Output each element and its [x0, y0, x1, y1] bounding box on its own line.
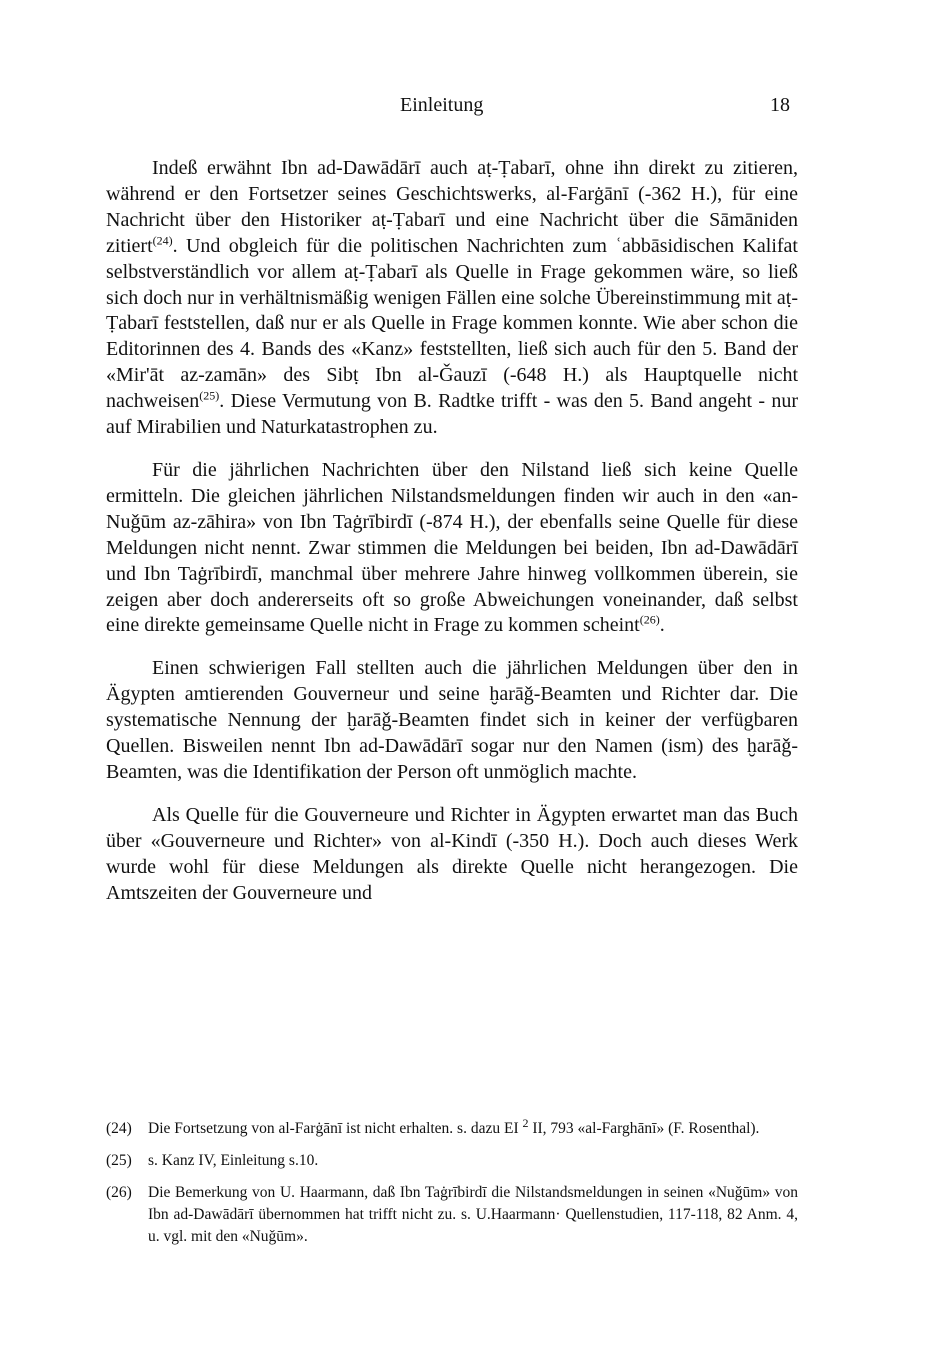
paragraph-1 — [106, 156, 798, 441]
footnote-ref-26: (26) — [639, 612, 660, 627]
footnote-24 — [106, 1115, 798, 1140]
footnote-marker: (26) — [106, 1184, 132, 1201]
footnote-ref-25: (25) — [199, 388, 220, 403]
paragraph-3: Einen schwierigen Fall stellten auch die jährlichen Meldungen über den in Ägypten amtierenden Gouverneur und seine ḫarāǧ-Beamten und Richter dar. Die systematische Nennung der ḫarāǧ-Beamten findet sich in keiner der verfügbaren Quellen. Bisweilen nennt Ibn ad-Dawādārī sogar nur den Namen (ism) des ḫarāǧ-Beamten, was die Identifikation der Person oft unmöglich machte. — [106, 657, 798, 783]
footnote-26 — [106, 1182, 798, 1248]
running-header — [0, 94, 944, 122]
paragraph-1-text-b: . Und obgleich für die politischen Nachrichten zum ʿabbāsidischen Kalifat selbstverständlich vor allem aṭ-Ṭabarī als Quelle in Frage gekommen wäre, so ließ sich doch nur in verhältnismäßig wenigen Fällen eine solche Übereinstimmung mit aṭ-Ṭabarī feststellen, daß nur er als Quelle in Frage kommen konnte. Wie aber schon die Editorinnen des 4. Bands des «Kanz» feststellten, ließ sich auch für den 5. Band der «Mir'āt az-zamān» des Sibṭ Ibn al-Ǧauzī (-648 H.) als Hauptquelle nicht nachweisen — [106, 234, 798, 413]
paragraph-2-text-a: Für die jährlichen Nachrichten über den Nilstand ließ sich keine Quelle ermitteln. Die gleichen jährlichen Nilstandsmeldungen finden wir auch in den «an-Nuǧūm az-zāhira» von Ibn Taġrībirdī (-874 H.), der ebenfalls seine Quelle für diese Meldungen nicht nennt. Zwar stimmen die Meldungen bei beiden, Ibn ad-Dawādārī und Ibn Taġrībirdī, manchmal über mehrere Jahre hinweg vollkommen überein, sie zeigen aber doch andererseits oft so große Abweichungen voneinander, daß selbst eine direkte gemeinsame Quelle nicht in Frage zu kommen scheint — [106, 458, 798, 637]
footnote-text: Die Bemerkung von U. Haarmann, daß Ibn Taġrībirdī die Nilstandsmeldungen in seinen «Nuǧūm» von Ibn ad-Dawādārī übernommen hat trifft nicht zu. s. U.Haarmann· Quellenstudien, 117-118, 82 Anm. 4, u. vgl. mit den «Nuǧūm». — [148, 1184, 798, 1245]
footnote-ref-24: (24) — [152, 233, 173, 248]
paragraph-1-text-a: Indeß erwähnt Ibn ad-Dawādārī auch aṭ-Ṭabarī, ohne ihn direkt zu zitieren, während er den Fortsetzer seines Geschichtswerks, al-Farġānī (-362 H.), für eine Nachricht über den Historiker aṭ-Ṭabarī und eine Nachricht über die Sāmāniden zitiert — [106, 157, 798, 257]
footnotes — [106, 1115, 798, 1258]
footnote-text-a: Die Fortsetzung von al-Farġānī ist nicht erhalten. s. dazu EI — [148, 1120, 523, 1137]
footnote-marker: (25) — [106, 1152, 132, 1169]
footnote-text: s. Kanz IV, Einleitung s.10. — [148, 1152, 319, 1169]
paragraph-2 — [106, 458, 798, 639]
body-text — [106, 156, 798, 923]
paragraph-2-text-b: . — [659, 614, 665, 637]
footnote-text-b: II, 793 «al-Farghānī» (F. Rosenthal). — [528, 1120, 760, 1137]
footnote-marker: (24) — [106, 1120, 132, 1137]
chapter-title: Einleitung — [400, 94, 484, 116]
paragraph-4: Als Quelle für die Gouverneure und Richter in Ägypten erwartet man das Buch über «Gouverneure und Richter» von al-Kindī (-350 H.). Doch auch dieses Werk wurde wohl für diese Meldungen als direkte Quelle nicht herangezogen. Die Amtszeiten der Gouverneure und — [106, 803, 798, 904]
footnote-superscript: 2 — [522, 1115, 529, 1130]
paragraph-1-text-c: . Diese Vermutung von B. Radtke trifft - was den 5. Band angeht - nur auf Mirabilien und Naturkatastrophen zu. — [106, 390, 798, 439]
page-number: 18 — [770, 94, 790, 116]
footnote-25 — [106, 1150, 798, 1172]
